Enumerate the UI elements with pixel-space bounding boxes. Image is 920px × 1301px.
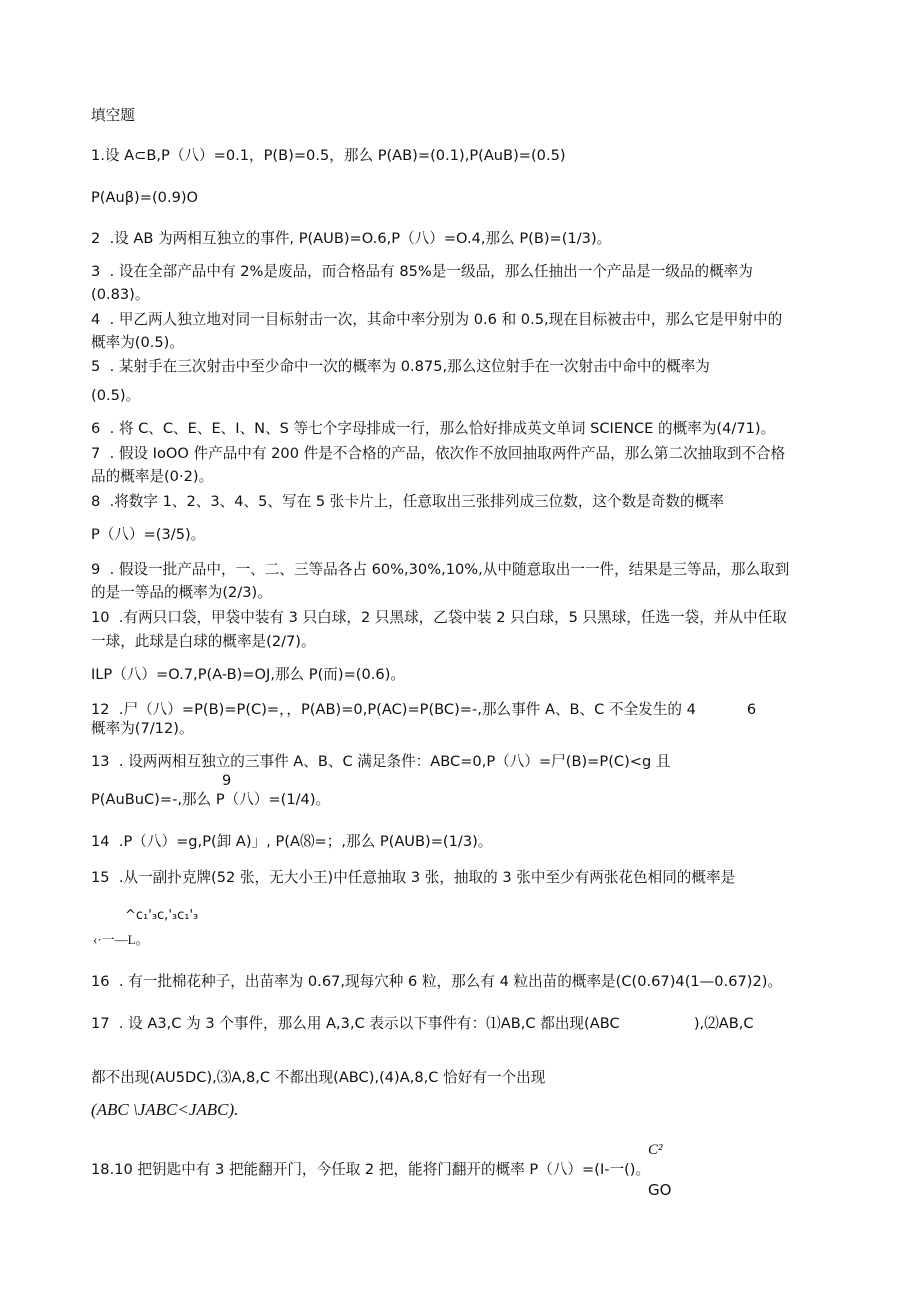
text-line: 8 .将数字 1、2、3、4、5、写在 5 张卡片上，任意取出三张排列成三位数，这个数是奇数的概率 [91, 493, 724, 510]
text-line: 18.10 把钥匙中有 3 把能翻开门，今任取 2 把，能将门翻开的概率 P（八）=(I-一()。 [91, 1161, 651, 1178]
section-title: 填空题 [91, 107, 135, 124]
fraction-denominator: GO [648, 1181, 672, 1199]
text-line: 14 .P（八）=g,P(卸 A)」, P(A⑻=；,那么 P(AUB)=(1/3)。 [91, 833, 493, 850]
formula-line: (ABC \JABC<JABC). [91, 1100, 239, 1119]
text-line: 10 .有两只口袋，甲袋中装有 3 只白球，2 只黑球，乙袋中装 2 只白球，5 只黑球，任选一袋，并从中任取 [91, 609, 787, 626]
text-line: 品的概率是(0·2)。 [91, 468, 214, 485]
fraction-numerator: C² [648, 1142, 663, 1158]
text-line: 概率为(7/12)。 [91, 720, 194, 737]
text-line: 7 . 假设 IoOO 件产品中有 200 件是不合格的产品，依次作不放回抽取两件产品，那么第二次抽取到不合格 [91, 445, 786, 462]
text-line: 一球，此球是白球的概率是(2/7)。 [91, 633, 316, 650]
text-line: P(Auβ)=(0.9)O [91, 189, 199, 206]
text-line: 17 . 设 A3,C 为 3 个事件，那么用 A,3,C 表示以下事件有：⑴AB,C 都出现(ABC ),⑵AB,C [91, 1015, 754, 1032]
text-line: 都不出现(AU5DC),⑶A,8,C 不都出现(ABC),(4)A,8,C 恰好有一个出现 [91, 1069, 546, 1086]
text-line: 的是一等品的概率为(2/3)。 [91, 584, 272, 601]
text-line: 4 . 甲乙两人独立地对同一目标射击一次，其命中率分别为 0.6 和 0.5,现在目标被击中，那么它是甲射中的 [91, 311, 783, 328]
text-line: 13 . 设两两相互独立的三事件 A、B、C 满足条件：ABC=0,P（八）=尸(B)=P(C)<g 且 [91, 753, 671, 770]
text-line: P（八）=(3/5)。 [91, 526, 206, 543]
fraction-numeral: 9 [222, 772, 232, 789]
text-line: 15 .从一副扑克牌(52 张，无大小王)中任意抽取 3 张，抽取的 3 张中至少有两张花色相同的概率是 [91, 869, 736, 886]
text-line: 1.设 A⊂B,P（八）=0.1，P(B)=0.5，那么 P(AB)=(0.1),P(AuB)=(0.5) [91, 147, 566, 164]
text-line: 3 . 设在全部产品中有 2%是废品，而合格品有 85%是一级品，那么任抽出一个产品是一级品的概率为 [91, 263, 753, 280]
text-line: 5 . 某射手在三次射击中至少命中一次的概率为 0.875,那么这位射手在一次射击中命中的概率为 [91, 358, 710, 375]
text-line: 2 .设 AB 为两相互独立的事件, P(AUB)=O.6,P（八）=O.4,那么 P(B)=(1/3)。 [91, 230, 612, 247]
text-line: 9 . 假设一批产品中，一、二、三等品各占 60%,30%,10%,从中随意取出一一件，结果是三等品，那么取到 [91, 561, 790, 578]
text-line: P(AuBuC)=-,那么 P（八）=(1/4)。 [91, 791, 331, 808]
text-line: 16 . 有一批棉花种子，出苗率为 0.67,现每穴种 6 粒，那么有 4 粒出苗的概率是(C(0.67)4(1—0.67)2)。 [91, 973, 783, 990]
text-line: 概率为(0.5)。 [91, 334, 184, 351]
formula-line: ^c₁'₃c,'₃c₁'₃ [125, 908, 199, 923]
text-line: ILP（八）=O.7,P(A-B)=OJ,那么 P(而)=(0.6)。 [91, 666, 405, 683]
text-line: 12 .尸（八）=P(B)=P(C)=，，P(AB)=0,P(AC)=P(BC)=-,那么事件 A、B、C 不全发生的 4 6 [91, 701, 757, 718]
text-line: (0.5)。 [91, 387, 141, 404]
text-line: 6 . 将 C、C、E、E、I、N、S 等七个字母排成一行，那么恰好排成英文单词 SCIENCE 的概率为(4/71)。 [91, 420, 776, 437]
text-line: (0.83)。 [91, 286, 150, 303]
formula-line: ‹·一—L。 [93, 932, 149, 947]
